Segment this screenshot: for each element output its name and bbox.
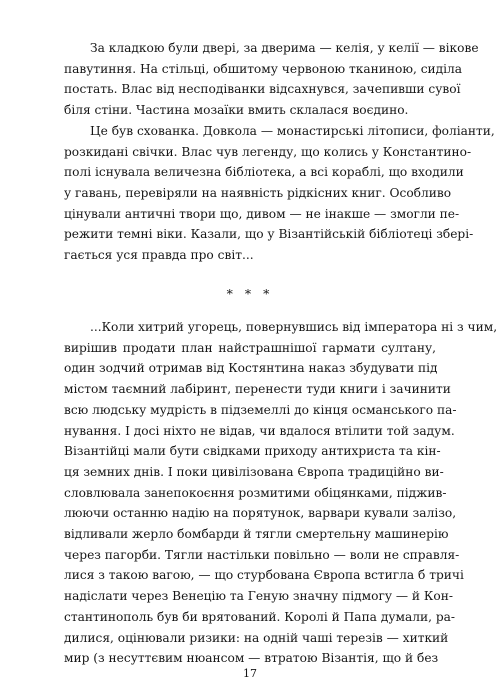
- text-line: режити темні віки. Казали, що у Візантійській бібліотеці збері-: [64, 227, 474, 242]
- text-line: мир (з несуттєвим нюансом — втратою Візантія, що й без: [64, 651, 439, 666]
- text-line: ...Коли хитрий угорець, повернувшись від імператора ні з чим,: [90, 320, 498, 334]
- text-line: постать. Влас від несподіванки відсахнувся, зачепивши сувої: [64, 82, 461, 97]
- text-line: біля стіни. Частина мозаїки вмить склалася воєдино.: [64, 103, 409, 118]
- text-line: цінували античні твори що, дивом — не інакше — змогли пе-: [64, 206, 460, 221]
- text-line: один зодчий отримав від Костянтина наказ збудувати під: [64, 361, 438, 376]
- text-line: надіслати через Венецію та Геную значну підмогу — й Кон-: [64, 589, 453, 604]
- text-line: розкидані свічки. Влас чув легенду, що колись у Константино-: [64, 144, 472, 159]
- text-line: всю людську мудрість в підземеллі до кінця османського па-: [64, 402, 457, 417]
- text-line: павутиння. На стільці, обшитому червоною тканиною, сиділа: [64, 61, 463, 76]
- text-line: За кладкою були двері, за дверима — келія, у келії — вікове: [90, 41, 479, 55]
- text-line: гається уся правда про світ...: [64, 248, 254, 263]
- text-line: Візантійці мали бути свідками приходу антихриста та кін-: [64, 444, 441, 459]
- page-number: 17: [243, 667, 257, 680]
- text-line: дилися, оцінювали ризики: на одній чаші терезів — хиткий: [64, 630, 449, 645]
- text-line: через пагорби. Тягли настільки повільно — воли не справля-: [64, 547, 460, 562]
- text-line: у гавань, перевіряли на наявність рідкісних книг. Особливо: [64, 185, 452, 200]
- text-line: словлювала занепокоєння розмитими обіцянками, піджив-: [64, 485, 447, 500]
- paragraph-block-1: [64, 38, 495, 266]
- text-line: містом таємний лабіринт, перенести туди книги і зачинити: [64, 382, 451, 397]
- section-separator: * * *: [226, 286, 274, 301]
- text-line: вирішив продати план найстрашнішої гармати султану,: [64, 340, 436, 355]
- text-line: відливали жерло бомбарди й тягли смертельну машинерію: [64, 527, 449, 542]
- text-line: Це був схованка. Довкола — монастирські літописи, фоліанти,: [90, 123, 495, 138]
- text-line: ця земних днів. І поки цивілізована Європа традиційно ви-: [64, 464, 444, 479]
- paragraph-block-2: [64, 317, 498, 669]
- text-line: стантинополь був би врятований. Королі й Папа думали, ра-: [64, 609, 456, 624]
- text-line: лися з такою вагою, — що стурбована Європа встигла б тричі: [64, 568, 464, 583]
- text-line: нування. І досі ніхто не відав, чи вдалося втілити той задум.: [64, 423, 455, 438]
- text-line: люючи останню надію на порятунок, варвари кували залізо,: [64, 506, 457, 521]
- text-line: полі існувала величезна бібліотека, а всі кораблі, що входили: [64, 165, 464, 180]
